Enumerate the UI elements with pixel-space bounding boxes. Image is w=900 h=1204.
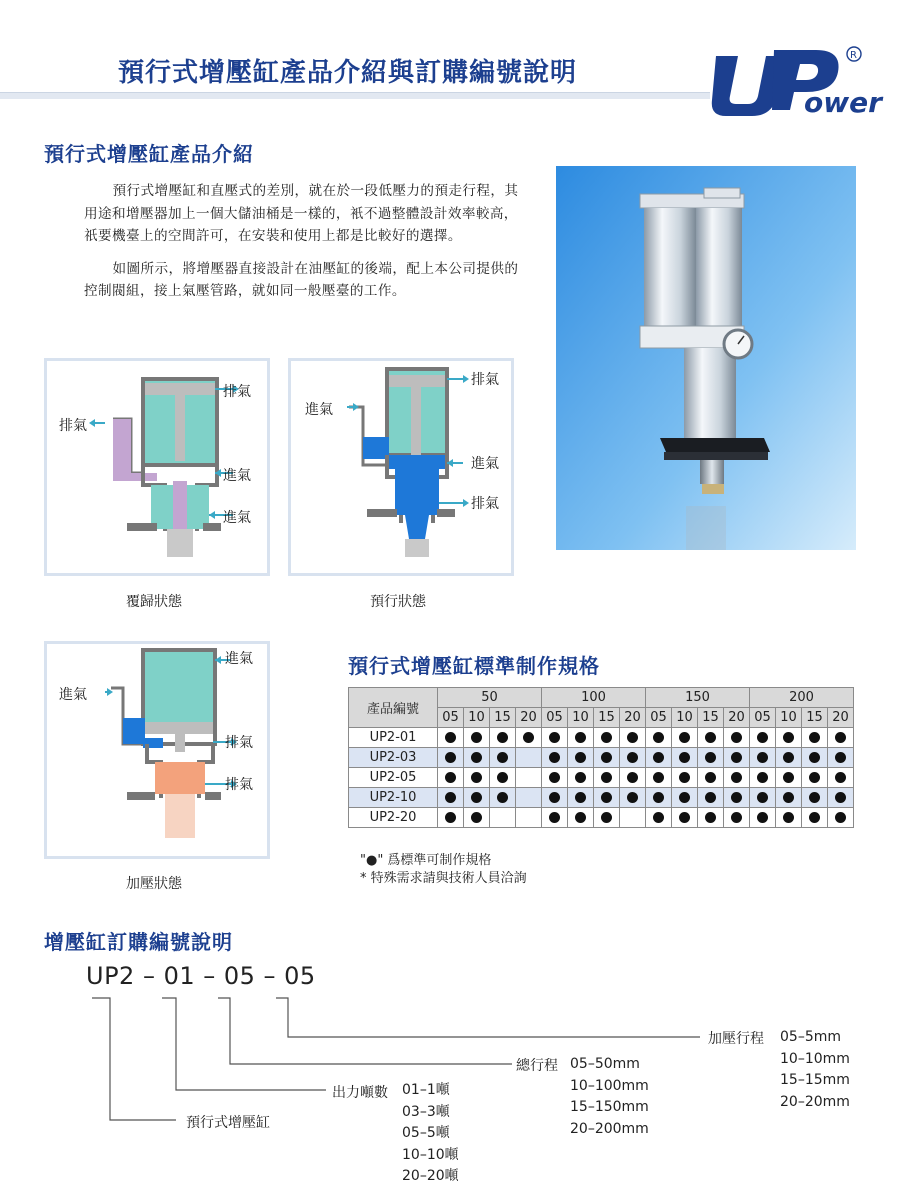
standard-dot-icon xyxy=(653,752,664,763)
standard-dot-icon xyxy=(809,732,820,743)
nozzle-option: 10–10噸 xyxy=(402,1146,459,1163)
standard-dot-icon xyxy=(445,752,456,763)
spec-sub-header: 10 xyxy=(568,708,594,728)
standard-dot-icon xyxy=(549,772,560,783)
standard-dot-icon xyxy=(783,792,794,803)
spec-cell xyxy=(568,728,594,748)
spec-cell xyxy=(516,728,542,748)
spec-cell xyxy=(464,788,490,808)
standard-dot-icon xyxy=(445,732,456,743)
standard-dot-icon xyxy=(679,792,690,803)
spec-cell xyxy=(464,728,490,748)
spec-cell xyxy=(776,808,802,828)
standard-dot-icon xyxy=(549,732,560,743)
standard-dot-icon xyxy=(835,812,846,823)
spec-cell xyxy=(724,788,750,808)
spec-note-standard: "●" 爲標準可制作規格 xyxy=(360,853,492,868)
advance-intake-left-label: 進氣 xyxy=(305,402,333,418)
spec-cell xyxy=(672,748,698,768)
standard-dot-icon xyxy=(627,792,638,803)
spec-cell xyxy=(698,808,724,828)
standard-dot-icon xyxy=(497,772,508,783)
total-stroke-option: 10–100mm xyxy=(570,1077,649,1094)
standard-dot-icon xyxy=(471,792,482,803)
standard-dot-icon xyxy=(653,792,664,803)
standard-dot-icon xyxy=(757,772,768,783)
spec-sub-header: 05 xyxy=(438,708,464,728)
standard-dot-icon xyxy=(835,752,846,763)
standard-dot-icon xyxy=(549,792,560,803)
spec-row-code: UP2-20 xyxy=(349,808,438,828)
standard-dot-icon xyxy=(575,772,586,783)
pressurize-exhaust-low-label: 排氣 xyxy=(225,777,253,793)
standard-dot-icon xyxy=(731,792,742,803)
total-stroke-options xyxy=(570,1054,649,1140)
spec-cell xyxy=(516,788,542,808)
press-stroke-option: 05–5mm xyxy=(780,1029,841,1045)
svg-text:ower: ower xyxy=(804,86,882,119)
nozzle-option: 03–3噸 xyxy=(402,1103,450,1120)
advance-exhaust-low-label: 排氣 xyxy=(471,496,499,512)
spec-cell xyxy=(464,768,490,788)
spec-cell xyxy=(542,788,568,808)
nozzle-leader xyxy=(162,998,326,1090)
spec-cell xyxy=(438,748,464,768)
spec-cell xyxy=(594,748,620,768)
spec-cell xyxy=(750,808,776,828)
spec-cell xyxy=(776,728,802,748)
pressurize-exhaust-mid-label: 排氣 xyxy=(225,735,253,751)
spec-cell xyxy=(698,788,724,808)
spec-cell xyxy=(828,788,854,808)
spec-cell xyxy=(672,788,698,808)
spec-cell xyxy=(464,808,490,828)
spec-sub-header: 05 xyxy=(542,708,568,728)
diagram-pressurize xyxy=(44,641,270,859)
spec-cell xyxy=(828,748,854,768)
standard-dot-icon xyxy=(601,772,612,783)
pressurize-intake-left-label: 進氣 xyxy=(59,687,87,703)
return-caption: 覆歸狀態 xyxy=(126,594,182,610)
spec-cell xyxy=(542,768,568,788)
spec-row-code: UP2-01 xyxy=(349,728,438,748)
spec-cell xyxy=(464,748,490,768)
spec-code-header: 產品編號 xyxy=(349,688,438,728)
spec-cell xyxy=(776,748,802,768)
standard-dot-icon xyxy=(471,752,482,763)
standard-dot-icon xyxy=(809,772,820,783)
svg-text:R: R xyxy=(850,50,857,61)
standard-dot-icon xyxy=(835,732,846,743)
spec-cell xyxy=(646,748,672,768)
standard-dot-icon xyxy=(783,772,794,783)
spec-cell xyxy=(646,768,672,788)
standard-dot-icon xyxy=(757,792,768,803)
spec-cell xyxy=(490,728,516,748)
spec-cell xyxy=(620,768,646,788)
spec-cell xyxy=(646,788,672,808)
spec-row-code: UP2-03 xyxy=(349,748,438,768)
spec-cell xyxy=(672,808,698,828)
press-stroke-option: 10–10mm xyxy=(780,1050,850,1067)
spec-cell xyxy=(750,768,776,788)
standard-dot-icon xyxy=(471,772,482,783)
nozzle-option: 01–1噸 xyxy=(402,1082,450,1098)
spec-sub-header: 15 xyxy=(594,708,620,728)
diagram-return xyxy=(44,358,270,576)
standard-dot-icon xyxy=(523,732,534,743)
standard-dot-icon xyxy=(835,792,846,803)
spec-sub-header: 20 xyxy=(620,708,646,728)
spec-group-header: 50 xyxy=(438,688,542,708)
standard-dot-icon xyxy=(783,732,794,743)
standard-dot-icon xyxy=(601,792,612,803)
standard-dot-icon xyxy=(835,772,846,783)
return-intake-low-label: 進氣 xyxy=(223,510,251,526)
spec-cell xyxy=(568,748,594,768)
standard-dot-icon xyxy=(601,812,612,823)
spec-cell xyxy=(594,768,620,788)
spec-row xyxy=(349,788,854,808)
standard-dot-icon xyxy=(783,812,794,823)
standard-dot-icon xyxy=(601,732,612,743)
spec-sub-header: 15 xyxy=(490,708,516,728)
spec-cell xyxy=(672,768,698,788)
spec-row xyxy=(349,768,854,788)
pressurize-intake-top-label: 進氣 xyxy=(225,651,253,667)
standard-dot-icon xyxy=(731,812,742,823)
standard-dot-icon xyxy=(471,812,482,823)
spec-sub-header: 05 xyxy=(750,708,776,728)
standard-dot-icon xyxy=(653,812,664,823)
header-rule xyxy=(0,92,710,99)
spec-sub-header: 20 xyxy=(516,708,542,728)
return-intake-mid-label: 進氣 xyxy=(223,468,251,484)
spec-cell xyxy=(438,768,464,788)
spec-notes xyxy=(360,852,527,888)
spec-cell xyxy=(490,768,516,788)
spec-cell xyxy=(620,788,646,808)
spec-cell xyxy=(646,728,672,748)
standard-dot-icon xyxy=(575,752,586,763)
spec-group-header: 150 xyxy=(646,688,750,708)
spec-cell xyxy=(594,808,620,828)
spec-note-special: * 特殊需求請與技術人員洽詢 xyxy=(360,871,527,886)
spec-cell xyxy=(516,768,542,788)
spec-cell xyxy=(620,748,646,768)
standard-dot-icon xyxy=(549,752,560,763)
nozzle-label: 出力噸數 xyxy=(332,1085,388,1101)
spec-cell xyxy=(802,768,828,788)
standard-dot-icon xyxy=(679,752,690,763)
standard-dot-icon xyxy=(705,772,716,783)
total-stroke-option: 15–150mm xyxy=(570,1099,649,1115)
nozzle-option: 20–20噸 xyxy=(402,1168,459,1184)
press-stroke-label: 加壓行程 xyxy=(708,1031,764,1047)
spec-sub-header: 20 xyxy=(724,708,750,728)
series-label: 預行式增壓缸 xyxy=(186,1115,270,1131)
pressurize-caption: 加壓狀態 xyxy=(126,876,182,892)
press-stroke-option: 20–20mm xyxy=(780,1093,850,1110)
standard-dot-icon xyxy=(627,752,638,763)
page-title: 預行式增壓缸產品介紹與訂購編號說明 xyxy=(118,58,578,88)
standard-dot-icon xyxy=(445,772,456,783)
standard-dot-icon xyxy=(757,752,768,763)
standard-dot-icon xyxy=(731,772,742,783)
return-exhaust-top-label: 排氣 xyxy=(223,384,251,400)
intro-paragraph-1: 預行式增壓缸和直壓式的差別，就在於一段低壓力的預走行程，其用途和增壓器加上一個大儲油桶是一樣的，衹不過整體設計效率較高，祇要機臺上的空間許可，在安裝和使用上都是比較好的選擇。 xyxy=(84,183,519,245)
spec-cell xyxy=(594,788,620,808)
standard-dot-icon xyxy=(601,752,612,763)
spec-cell xyxy=(750,788,776,808)
total-leader xyxy=(218,998,512,1064)
spec-cell xyxy=(828,768,854,788)
standard-dot-icon xyxy=(679,812,690,823)
spec-table xyxy=(348,687,854,828)
standard-dot-icon xyxy=(497,792,508,803)
total-stroke-option: 05–50mm xyxy=(570,1056,640,1072)
standard-dot-icon xyxy=(809,752,820,763)
press-stroke-option: 15–15mm xyxy=(780,1072,850,1088)
spec-sub-header: 15 xyxy=(698,708,724,728)
spec-sub-header: 10 xyxy=(672,708,698,728)
intro-text xyxy=(84,180,524,303)
spec-cell xyxy=(438,808,464,828)
spec-cell xyxy=(776,768,802,788)
advance-intake-mid-label: 進氣 xyxy=(471,456,499,472)
spec-cell xyxy=(802,748,828,768)
spec-cell xyxy=(802,808,828,828)
spec-cell xyxy=(490,808,516,828)
spec-cell xyxy=(568,788,594,808)
standard-dot-icon xyxy=(731,752,742,763)
upower-logo xyxy=(708,42,882,119)
product-photo xyxy=(556,166,856,550)
standard-dot-icon xyxy=(549,812,560,823)
standard-dot-icon xyxy=(653,772,664,783)
press-stroke-options xyxy=(780,1027,850,1113)
series-leader xyxy=(92,998,176,1120)
press-leader xyxy=(276,998,700,1037)
spec-group-header: 200 xyxy=(750,688,854,708)
diagram-advance xyxy=(288,358,514,576)
spec-cell xyxy=(724,768,750,788)
spec-row-code: UP2-05 xyxy=(349,768,438,788)
standard-dot-icon xyxy=(445,792,456,803)
spec-cell xyxy=(698,748,724,768)
spec-sub-header: 05 xyxy=(646,708,672,728)
spec-cell xyxy=(750,748,776,768)
standard-dot-icon xyxy=(705,752,716,763)
spec-cell xyxy=(750,728,776,748)
standard-dot-icon xyxy=(783,752,794,763)
spec-row xyxy=(349,728,854,748)
spec-cell xyxy=(802,788,828,808)
standard-dot-icon xyxy=(627,732,638,743)
standard-dot-icon xyxy=(679,772,690,783)
spec-cell xyxy=(542,728,568,748)
standard-dot-icon xyxy=(809,812,820,823)
spec-cell xyxy=(724,728,750,748)
spec-cell xyxy=(568,808,594,828)
spec-row xyxy=(349,748,854,768)
spec-row-code: UP2-10 xyxy=(349,788,438,808)
order-title: 增壓缸訂購編號說明 xyxy=(44,930,233,954)
spec-cell xyxy=(490,748,516,768)
spec-row xyxy=(349,808,854,828)
spec-cell xyxy=(776,788,802,808)
spec-cell xyxy=(594,728,620,748)
standard-dot-icon xyxy=(757,732,768,743)
spec-cell xyxy=(698,728,724,748)
total-stroke-option: 20–200mm xyxy=(570,1120,649,1137)
standard-dot-icon xyxy=(757,812,768,823)
spec-cell xyxy=(542,808,568,828)
standard-dot-icon xyxy=(445,812,456,823)
advance-exhaust-top-label: 排氣 xyxy=(471,372,499,388)
intro-title: 預行式增壓缸產品介紹 xyxy=(44,142,254,166)
spec-cell xyxy=(438,788,464,808)
nozzle-option: 05–5噸 xyxy=(402,1125,450,1141)
standard-dot-icon xyxy=(705,792,716,803)
spec-cell xyxy=(828,808,854,828)
standard-dot-icon xyxy=(731,732,742,743)
spec-cell xyxy=(438,728,464,748)
intro-paragraph-2: 如圖所示，將增壓器直接設計在油壓缸的後端，配上本公司提供的控制閥組，接上氣壓管路，就如同一般壓臺的工作。 xyxy=(84,260,519,300)
advance-caption: 預行狀態 xyxy=(370,594,426,610)
standard-dot-icon xyxy=(705,732,716,743)
spec-group-header: 100 xyxy=(542,688,646,708)
order-code-example: UP2 – 01 – 05 – 05 xyxy=(86,962,316,990)
spec-cell xyxy=(490,788,516,808)
spec-cell xyxy=(802,728,828,748)
spec-cell xyxy=(828,728,854,748)
standard-dot-icon xyxy=(575,812,586,823)
spec-cell xyxy=(620,808,646,828)
spec-cell xyxy=(724,808,750,828)
spec-cell xyxy=(516,808,542,828)
standard-dot-icon xyxy=(627,772,638,783)
spec-cell xyxy=(646,808,672,828)
spec-cell xyxy=(516,748,542,768)
spec-cell xyxy=(724,748,750,768)
standard-dot-icon xyxy=(497,732,508,743)
standard-dot-icon xyxy=(705,812,716,823)
spec-title: 預行式增壓缸標準制作規格 xyxy=(348,654,600,678)
standard-dot-icon xyxy=(575,732,586,743)
spec-cell xyxy=(698,768,724,788)
spec-sub-header: 15 xyxy=(802,708,828,728)
standard-dot-icon xyxy=(679,732,690,743)
spec-cell xyxy=(620,728,646,748)
standard-dot-icon xyxy=(809,792,820,803)
nozzle-options xyxy=(402,1080,459,1188)
spec-cell xyxy=(542,748,568,768)
total-stroke-label: 總行程 xyxy=(516,1058,558,1074)
standard-dot-icon xyxy=(653,732,664,743)
return-exhaust-left-label: 排氣 xyxy=(59,418,87,434)
standard-dot-icon xyxy=(575,792,586,803)
standard-dot-icon xyxy=(471,732,482,743)
spec-sub-header: 10 xyxy=(776,708,802,728)
spec-sub-header: 10 xyxy=(464,708,490,728)
spec-cell xyxy=(672,728,698,748)
standard-dot-icon xyxy=(497,752,508,763)
spec-cell xyxy=(568,768,594,788)
spec-sub-header: 20 xyxy=(828,708,854,728)
